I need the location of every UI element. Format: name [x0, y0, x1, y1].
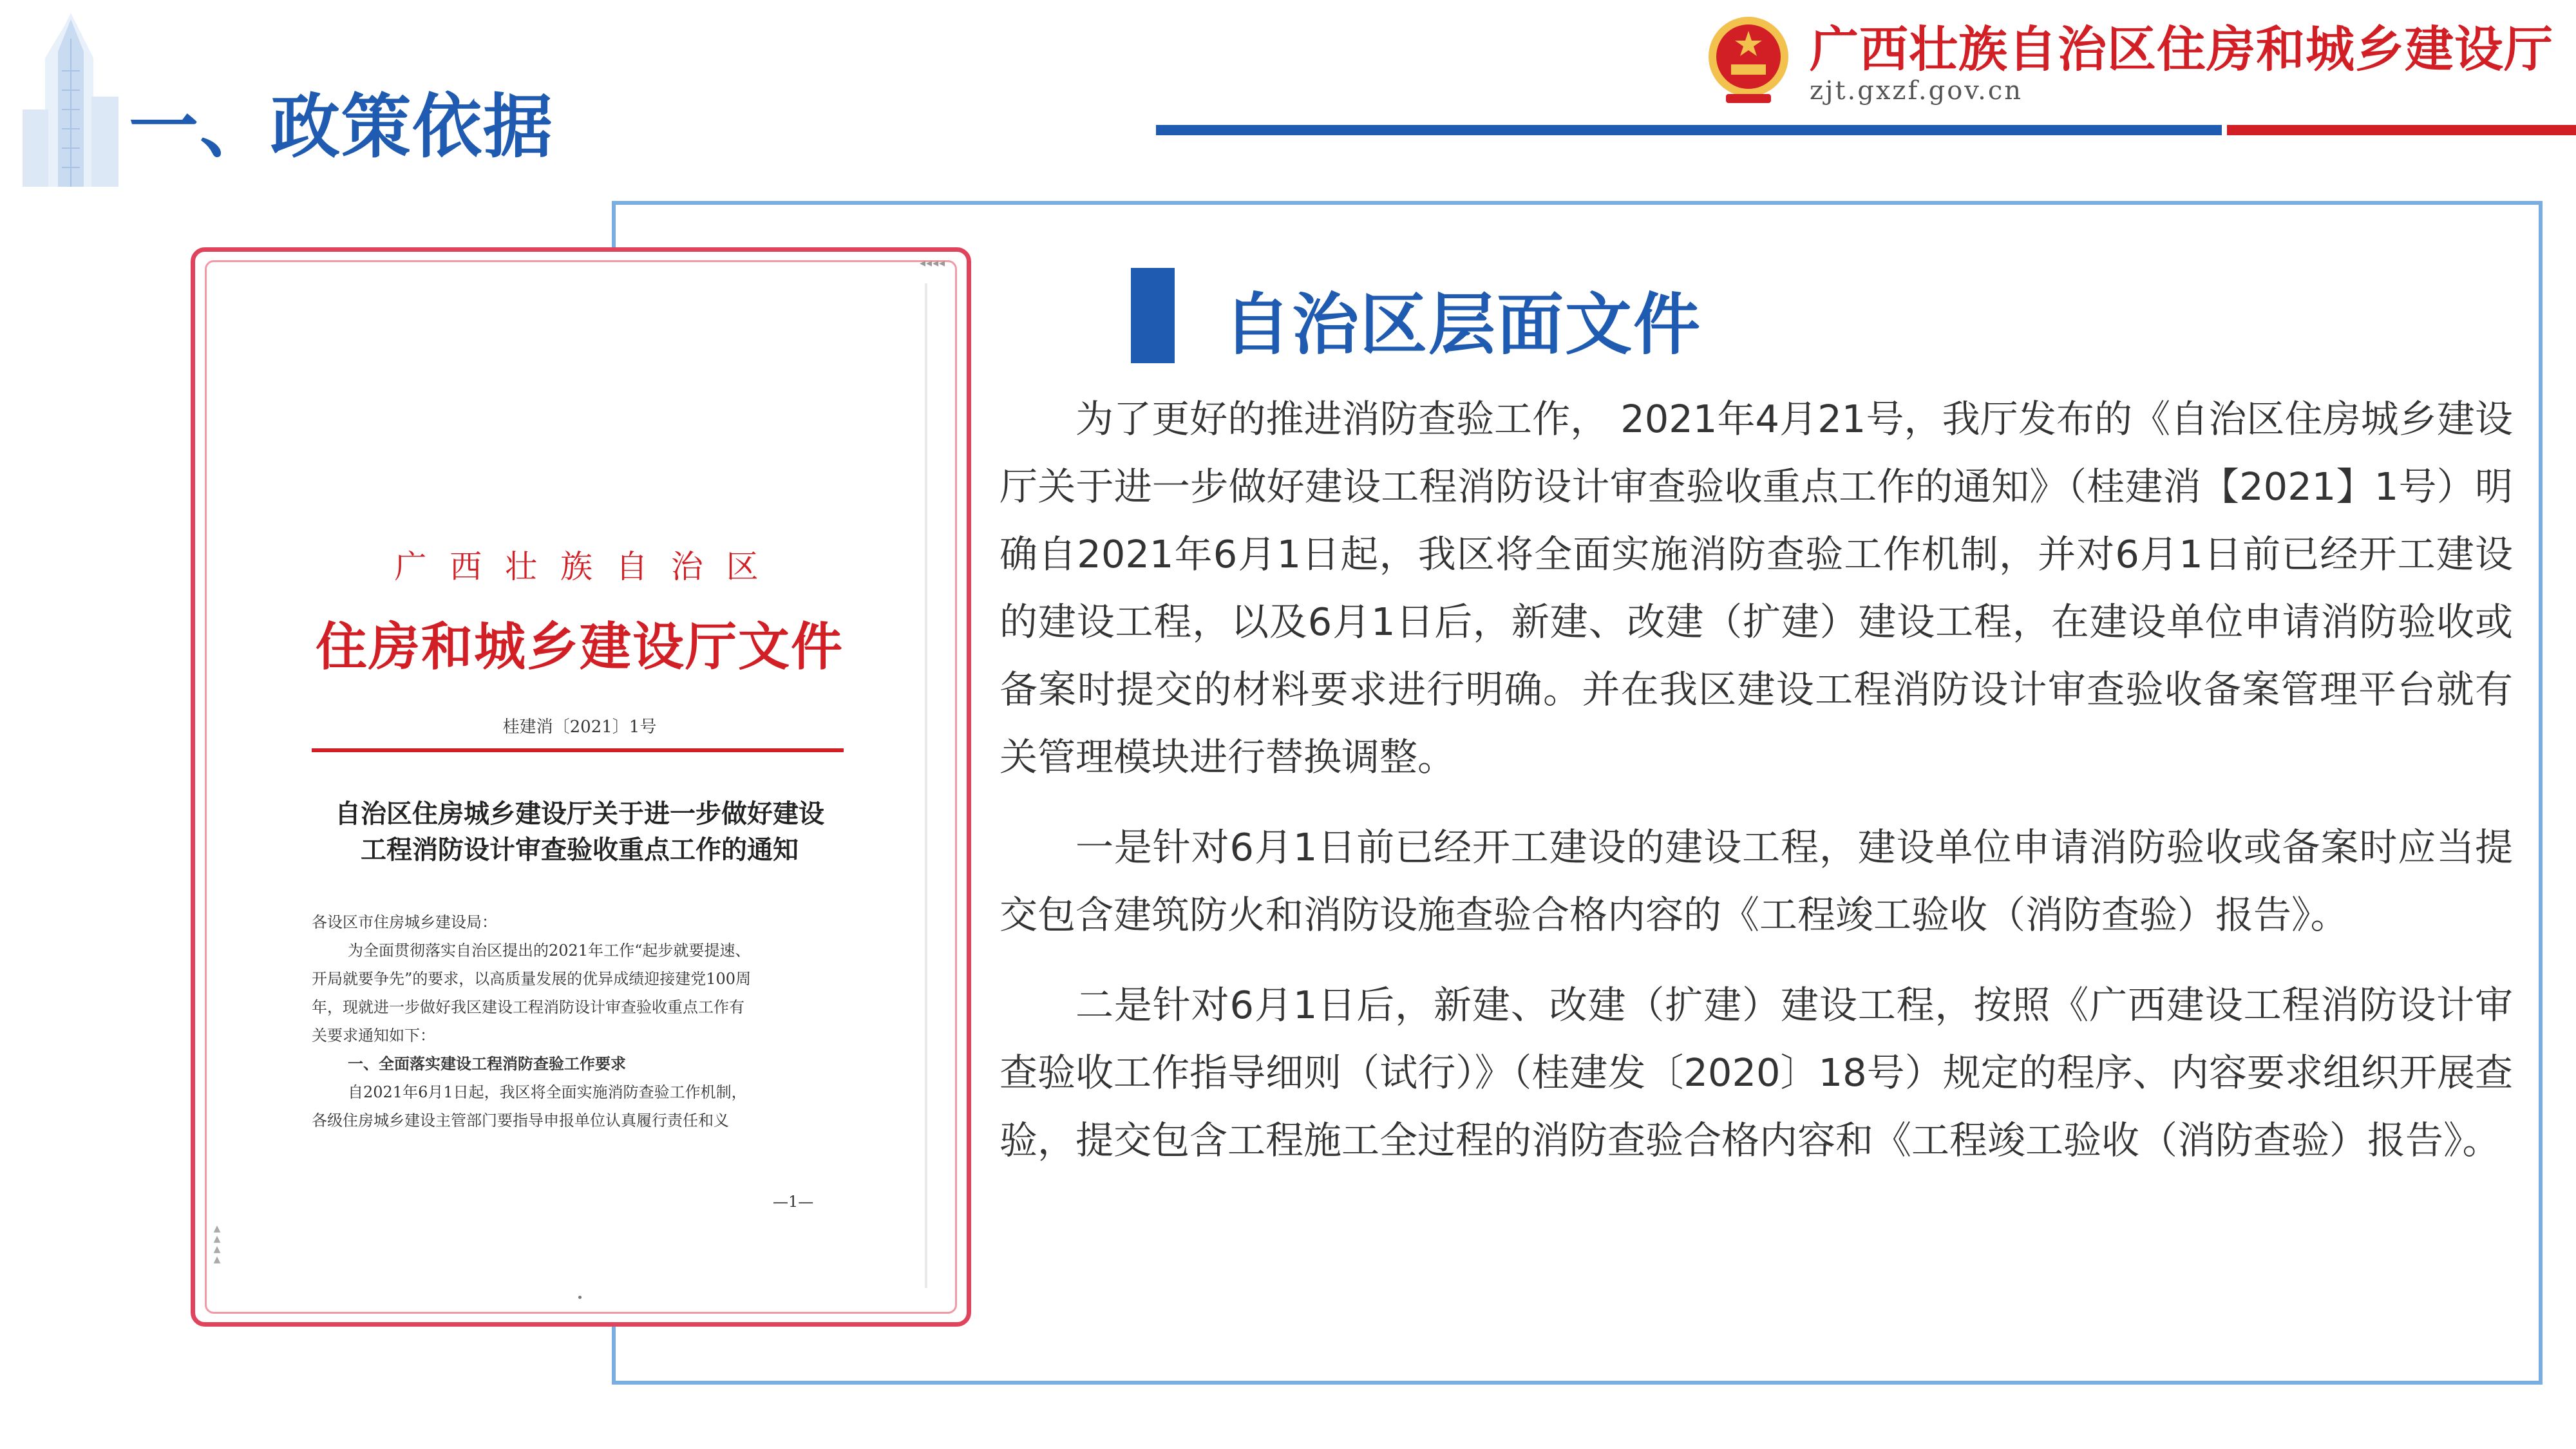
document-issuer-top: 广 西 壮 族 自 治 区 — [394, 548, 765, 585]
document-title-line: 自治区住房城乡建设厅关于进一步做好建设 — [335, 799, 824, 829]
body-text — [999, 385, 2513, 1197]
document-body-line: 各设区市住房城乡建设局： — [312, 913, 497, 931]
document-title-line: 工程消防设计审查验收重点工作的通知 — [361, 835, 799, 865]
document-dot — [578, 1296, 582, 1299]
paragraph: 一是针对6月1日前已经开工建设的建设工程，建设单位申请消防验收或备案时应当提交包含建筑防火和消防设施查验合格内容的《工程竣工验收（消防查验）报告》。 — [999, 825, 2513, 937]
document-body-line: 关要求通知如下： — [312, 1027, 435, 1045]
document-page-number: —1— — [773, 1193, 814, 1211]
building-illustration — [19, 0, 122, 193]
header-divider-blue — [1156, 125, 2222, 135]
header-divider-red — [2227, 125, 2576, 135]
document-body — [312, 908, 866, 1135]
document-page — [232, 277, 927, 1294]
document-edge-mark: ▲ ▲ ▲ ▲ — [213, 1224, 221, 1265]
document-body-line: 开局就要争先”的要求，以高质量发展的优异成绩迎接建党100周 — [312, 970, 752, 988]
document-title — [283, 796, 876, 868]
sub-heading-bar — [1131, 268, 1175, 363]
document-body-line: 各级住房城乡建设主管部门要指导申报单位认真履行责任和义 — [312, 1112, 729, 1130]
document-red-rule — [312, 748, 844, 752]
document-corner-mark: ◂◂◂◂ — [920, 256, 946, 270]
document-body-line: 为全面贯彻落实自治区提出的2021年工作“起步就要提速、 — [348, 942, 751, 960]
sub-heading: 自治区层面文件 — [1224, 285, 1702, 364]
document-body-line: 一、全面落实建设工程消防查验工作要求 — [348, 1054, 626, 1073]
document-body-line: 自2021年6月1日起，我区将全面实施消防查验工作机制， — [348, 1083, 747, 1101]
paragraph: 二是针对6月1日后，新建、改建（扩建）建设工程，按照《广西建设工程消防设计审查验收工作指导细则（试行）》（桂建发〔2020〕18号）规定的程序、内容要求组织开展查验，提交包含工程施工全过程的消防查验合格内容和《工程竣工验收（消防查验）报告》。 — [999, 983, 2513, 1162]
document-body-line: 年，现就进一步做好我区建设工程消防设计审查验收重点工作有 — [312, 998, 744, 1016]
national-emblem-icon — [1700, 12, 1797, 108]
document-issuer-main: 住房和城乡建设厅文件 — [316, 616, 844, 677]
paragraph: 为了更好的推进消防查验工作， 2021年4月21号，我厅发布的《自治区住房城乡建设厅关于进一步做好建设工程消防设计审查验收重点工作的通知》（桂建消【2021】1号）明确自2021年6月1日起，我区将全面实施消防查验工作机制，并对6月1日前已经开工建设的建设工程，以及6月1日后，新建、改建（扩建）建设工程，在建设单位申请消防验收或备案时提交的材料要求进行明确。并在我区建设工程消防设计审查验收备案管理平台就有关管理模块进行替换调整。 — [999, 397, 2513, 779]
org-name: 广西壮族自治区住房和城乡建设厅 — [1810, 21, 2553, 78]
document-number: 桂建消〔2021〕1号 — [502, 717, 657, 737]
org-url: zjt.gxzf.gov.cn — [1810, 76, 2023, 106]
section-title: 一、政策依据 — [129, 87, 554, 167]
